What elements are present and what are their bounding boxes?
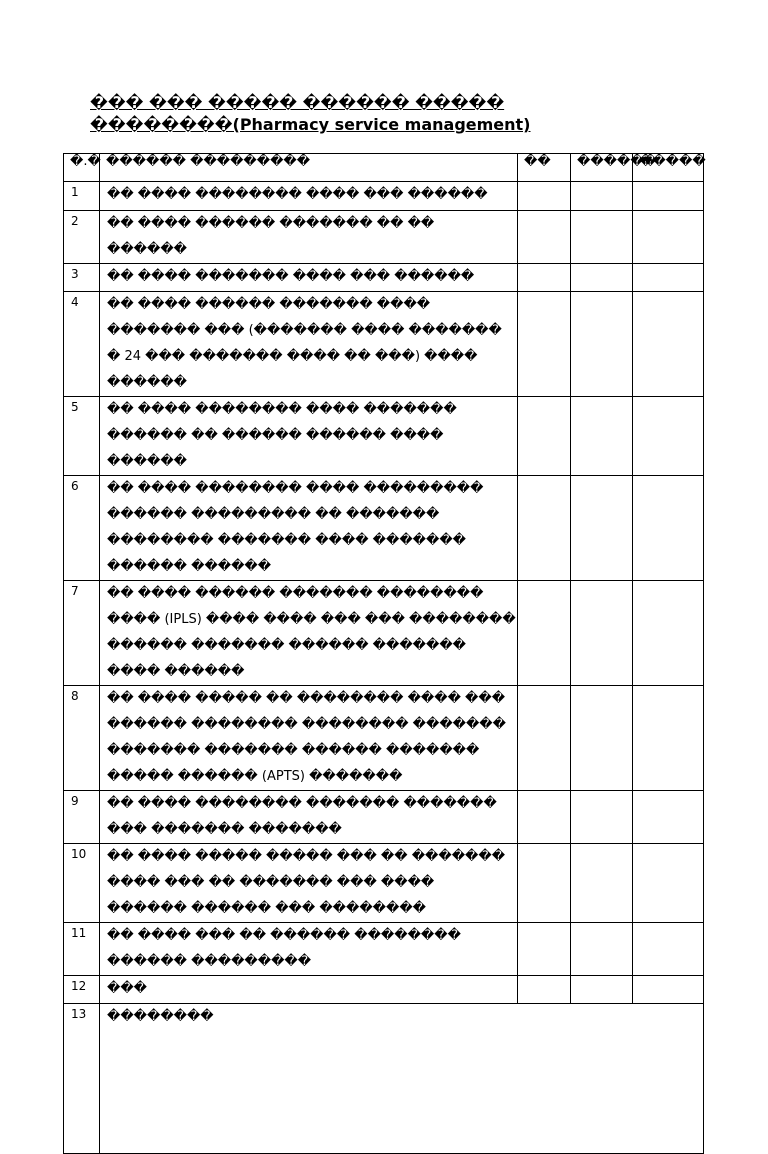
- header-col-5: �����: [633, 154, 704, 182]
- table-row: [64, 182, 704, 211]
- table-row: [64, 292, 704, 397]
- remarks-row: [64, 1004, 704, 1154]
- row-text: �� ���� �������� ���� ��� ������: [100, 182, 518, 211]
- table-row: [64, 791, 704, 844]
- cell-col-4[interactable]: [571, 264, 633, 292]
- cell-col-5[interactable]: [633, 211, 704, 264]
- cell-col-3[interactable]: [518, 581, 571, 686]
- cell-col-4[interactable]: [571, 292, 633, 397]
- row-text: �� ���� ������� ���� ��� ������: [100, 264, 518, 292]
- cell-col-3[interactable]: [518, 211, 571, 264]
- row-text: �� ���� ��� �� ������ �������� ������ ���������: [100, 923, 518, 976]
- cell-col-4[interactable]: [571, 211, 633, 264]
- table-row: [64, 976, 704, 1004]
- cell-col-3[interactable]: [518, 182, 571, 211]
- header-col-4: ������: [571, 154, 633, 182]
- cell-col-3[interactable]: [518, 923, 571, 976]
- row-text: ���: [100, 976, 518, 1004]
- cell-col-5[interactable]: [633, 182, 704, 211]
- cell-col-5[interactable]: [633, 923, 704, 976]
- cell-col-5[interactable]: [633, 397, 704, 476]
- row-number: 8: [64, 686, 100, 791]
- cell-col-5[interactable]: [633, 581, 704, 686]
- cell-col-3[interactable]: [518, 264, 571, 292]
- cell-col-4[interactable]: [571, 844, 633, 923]
- table-row: [64, 264, 704, 292]
- cell-col-4[interactable]: [571, 686, 633, 791]
- row-number: 11: [64, 923, 100, 976]
- cell-col-4[interactable]: [571, 476, 633, 581]
- row-number: 5: [64, 397, 100, 476]
- table-row: [64, 397, 704, 476]
- row-number: 10: [64, 844, 100, 923]
- cell-col-5[interactable]: [633, 476, 704, 581]
- table-header-row: [64, 154, 704, 182]
- table-row: [64, 844, 704, 923]
- row-number: 2: [64, 211, 100, 264]
- cell-col-4[interactable]: [571, 182, 633, 211]
- row-number: 13: [64, 1004, 100, 1154]
- row-text: �� ���� �������� ���� ��������� ������ ��������� �� ������� �������� ������� ���� ������� ������ ������: [100, 476, 518, 581]
- cell-col-3[interactable]: [518, 976, 571, 1004]
- header-col-3: ��: [518, 154, 571, 182]
- remarks-cell[interactable]: ��������: [100, 1004, 704, 1154]
- cell-col-5[interactable]: [633, 264, 704, 292]
- cell-col-4[interactable]: [571, 791, 633, 844]
- header-serial: �.�: [64, 154, 100, 182]
- row-number: 4: [64, 292, 100, 397]
- cell-col-4[interactable]: [571, 923, 633, 976]
- row-text: �� ���� ������ ������� �� �� ������: [100, 211, 518, 264]
- cell-col-5[interactable]: [633, 844, 704, 923]
- cell-col-5[interactable]: [633, 976, 704, 1004]
- cell-col-3[interactable]: [518, 686, 571, 791]
- row-number: 6: [64, 476, 100, 581]
- table-row: [64, 476, 704, 581]
- table-row: [64, 211, 704, 264]
- cell-col-4[interactable]: [571, 397, 633, 476]
- row-number: 9: [64, 791, 100, 844]
- row-number: 1: [64, 182, 100, 211]
- cell-col-3[interactable]: [518, 844, 571, 923]
- row-text: �� ���� �������� ���� ������� ������ �� ������ ������ ���� ������: [100, 397, 518, 476]
- header-description: ������ ���������: [100, 154, 518, 182]
- row-text: �� ���� ����� ����� ��� �� ������� ���� ��� �� ������� ��� ���� ������ ������ ��� ��������: [100, 844, 518, 923]
- document-title: ��� ��� ����� ������ ����� ��������(Pharmacy service management): [90, 93, 531, 134]
- row-number: 12: [64, 976, 100, 1004]
- row-number: 7: [64, 581, 100, 686]
- table-row: [64, 923, 704, 976]
- cell-col-5[interactable]: [633, 686, 704, 791]
- pharmacy-checklist-table: [63, 153, 704, 1154]
- row-text: �� ���� ������ ������� �������� ���� (IPLS) ���� ���� ��� ��� �������� ������ ������� ������ ������� ���� ������: [100, 581, 518, 686]
- cell-col-3[interactable]: [518, 292, 571, 397]
- cell-col-3[interactable]: [518, 397, 571, 476]
- row-text: �� ���� ������ ������� ���� ������� ��� (������� ���� ������� � 24 ��� ������� ���� �� ���) ���� ������: [100, 292, 518, 397]
- row-text: �� ���� �������� ������� ������� ��� ������� �������: [100, 791, 518, 844]
- cell-col-4[interactable]: [571, 976, 633, 1004]
- cell-col-3[interactable]: [518, 791, 571, 844]
- cell-col-5[interactable]: [633, 791, 704, 844]
- row-number: 3: [64, 264, 100, 292]
- cell-col-3[interactable]: [518, 476, 571, 581]
- cell-col-5[interactable]: [633, 292, 704, 397]
- table-row: [64, 686, 704, 791]
- table-row: [64, 581, 704, 686]
- row-text: �� ���� ����� �� �������� ���� ��� ������ �������� �������� ������� ������� ������� ������ ������� ����� ������ (APTS) �������: [100, 686, 518, 791]
- cell-col-4[interactable]: [571, 581, 633, 686]
